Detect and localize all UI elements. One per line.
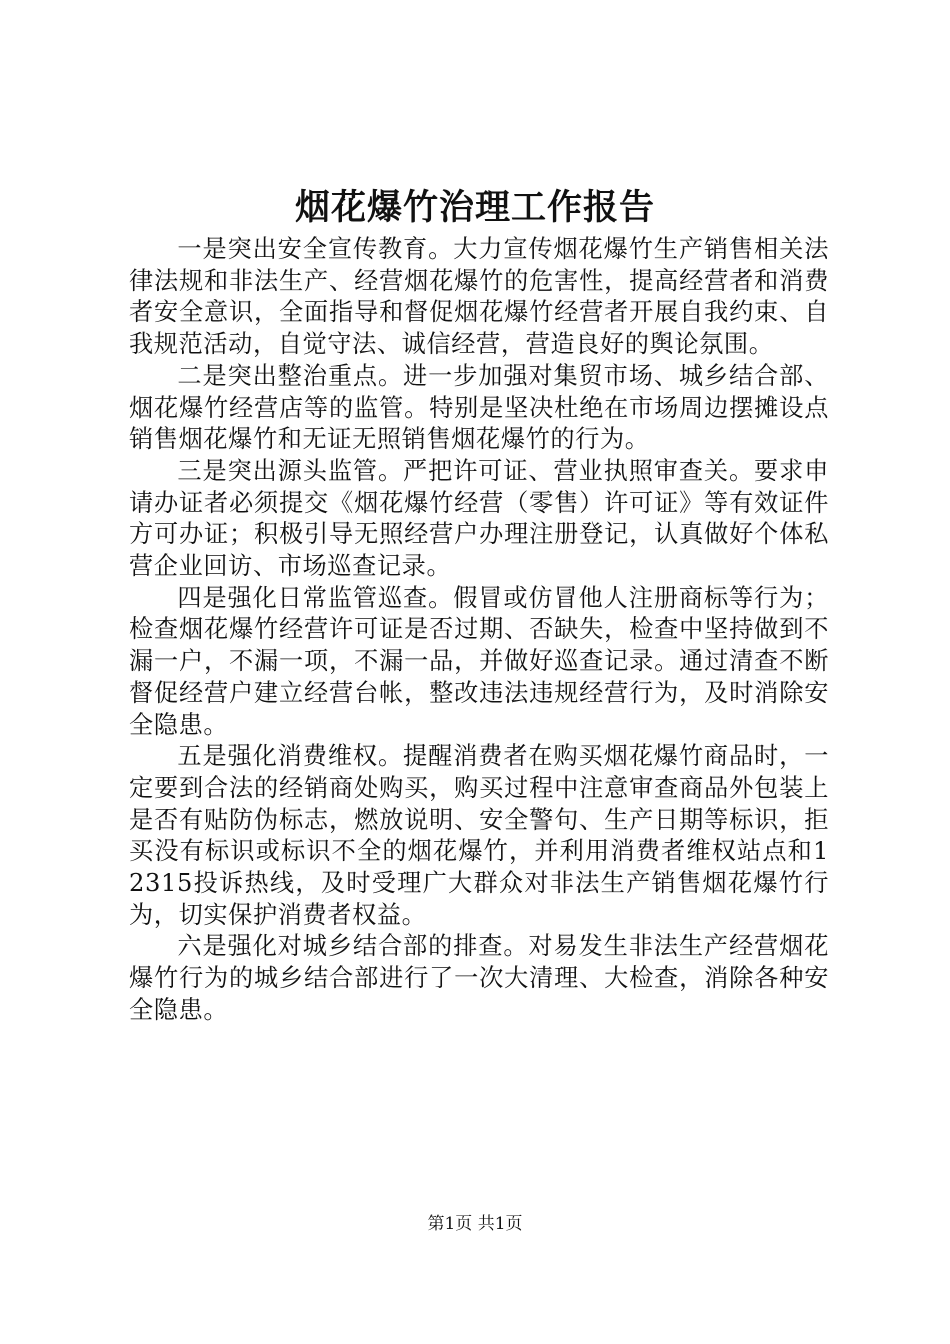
paragraph-1: 一是突出安全宣传教育。大力宣传烟花爆竹生产销售相关法律法规和非法生产、经营烟花爆竹的危害性，提高经营者和消费者安全意识，全面指导和督促烟花爆竹经营者开展自我约束、自我规范活动，自觉守法、诚信经营，营造良好的舆论氛围。 [129, 235, 829, 359]
paragraph-3: 三是突出源头监管。严把许可证、营业执照审查关。要求申请办证者必须提交《烟花爆竹经营（零售）许可证》等有效证件方可办证；积极引导无照经营户办理注册登记，认真做好个体私营企业回访、市场巡查记录。 [129, 456, 829, 581]
paragraph-5: 五是强化消费维权。提醒消费者在购买烟花爆竹商品时，一定要到合法的经销商处购买，购买过程中注意审查商品外包装上是否有贴防伪标志，燃放说明、安全警句、生产日期等标识，拒买没有标识或标识不全的烟花爆竹，并利用消费者维权站点和12315投诉热线，及时受理广大群众对非法生产销售烟花爆竹行为，切实保护消费者权益。 [129, 742, 829, 929]
document-body [129, 234, 829, 1027]
document-title: 烟花爆竹治理工作报告 [294, 187, 655, 228]
page-footer: 第1页 共1页 [427, 1214, 523, 1234]
paragraph-6: 六是强化对城乡结合部的排查。对易发生非法生产经营烟花爆竹行为的城乡结合部进行了一次大清理、大检查，消除各种安全隐患。 [129, 932, 829, 1024]
paragraph-2: 二是突出整治重点。进一步加强对集贸市场、城乡结合部、烟花爆竹经营店等的监管。特别是坚决杜绝在市场周边摆摊设点销售烟花爆竹和无证无照销售烟花爆竹的行为。 [129, 361, 829, 454]
paragraph-4: 四是强化日常监管巡查。假冒或仿冒他人注册商标等行为；检查烟花爆竹经营许可证是否过期、否缺失，检查中坚持做到不漏一户，不漏一项，不漏一品，并做好巡查记录。通过清查不断督促经营户建立经营台帐，整改违法违规经营行为，及时消除安全隐患。 [129, 583, 829, 739]
